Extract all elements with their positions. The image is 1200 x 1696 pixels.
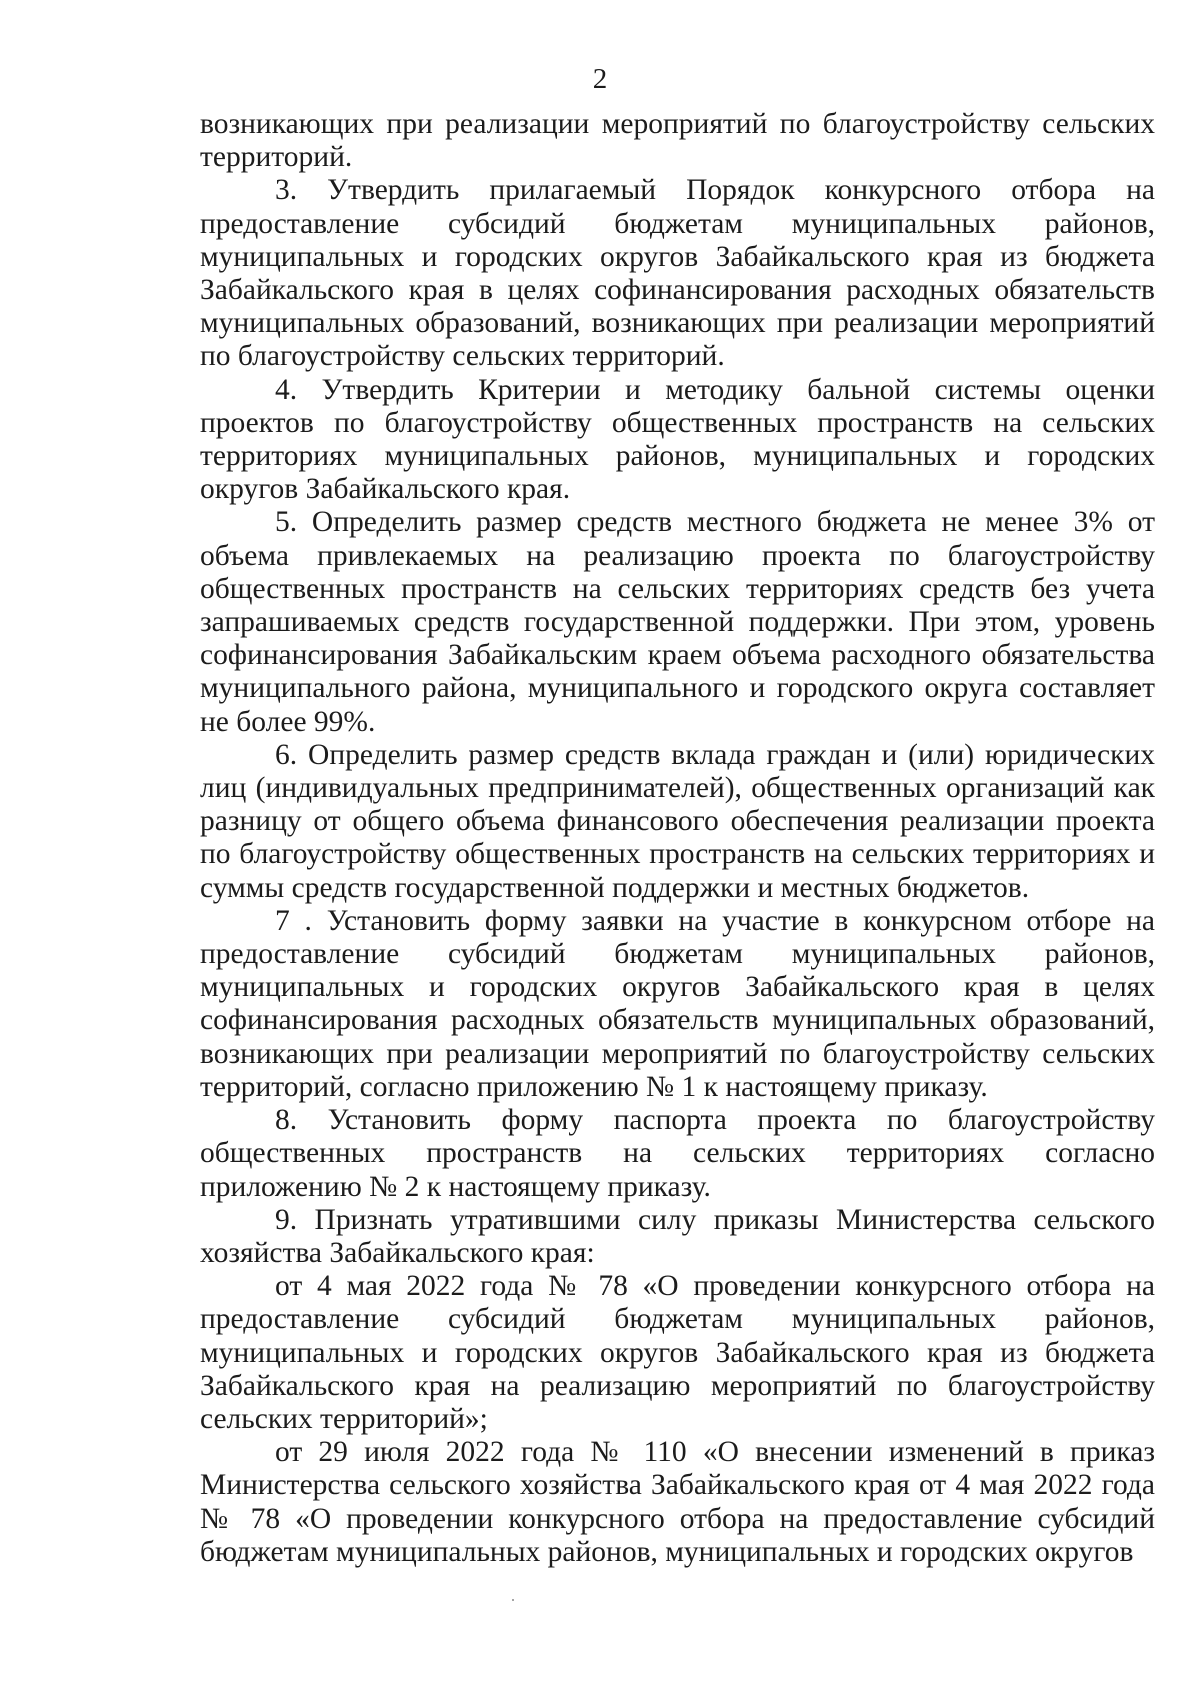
paragraph-item-4: 4. Утвердить Критерии и методику бальной системы оценки проектов по благоустройству общественных пространств на сельских территориях муниципальных районов, муниципальных и городских округов Забайкальского края. — [200, 373, 1155, 506]
page-number: 2 — [592, 63, 608, 95]
paragraph-item-6: 6. Определить размер средств вклада граждан и (или) юридических лиц (индивидуальных предпринимателей), общественных организаций как разницу от общего объема финансового обеспечения реализации проекта по благоустройству общественных пространств на сельских территориях и суммы средств государственной поддержки и местных бюджетов. — [200, 738, 1155, 904]
paragraph-continuation: возникающих при реализации мероприятий по благоустройству сельских территорий. — [200, 108, 1155, 174]
paragraph-item-9: 9. Признать утратившими силу приказы Министерства сельского хозяйства Забайкальского края: — [200, 1203, 1155, 1269]
paragraph-item-5: 5. Определить размер средств местного бюджета не менее 3% от объема привлекаемых на реализацию проекта по благоустройству общественных пространств на сельских территориях средств без учета запрашиваемых средств государственной поддержки. При этом, уровень софинансирования Забайкальским краем объема расходного обязательства муниципального района, муниципального и городского округа составляет не более 99%. — [200, 506, 1155, 738]
paragraph-item-3: 3. Утвердить прилагаемый Порядок конкурсного отбора на предоставление субсидий бюджетам муниципальных районов, муниципальных и городских округов Забайкальского края из бюджета Забайкальского края в целях софинансирования расходных обязательств муниципальных образований, возникающих при реализации мероприятий по благоустройству сельских территорий. — [200, 174, 1155, 373]
document-body — [200, 108, 1155, 1569]
scan-speck — [512, 1599, 514, 1601]
paragraph-repealed-order-78: от 4 мая 2022 года № 78 «О проведении конкурсного отбора на предоставление субсидий бюджетам муниципальных районов, муниципальных и городских округов Забайкальского края из бюджета Забайкальского края на реализацию мероприятий по благоустройству сельских территорий»; — [200, 1270, 1155, 1435]
paragraph-item-8: 8. Установить форму паспорта проекта по благоустройству общественных пространств на сельских территориях согласно приложению № 2 к настоящему приказу. — [200, 1104, 1155, 1203]
paragraph-item-7: 7 . Установить форму заявки на участие в конкурсном отборе на предоставление субсидий бюджетам муниципальных районов, муниципальных и городских округов Забайкальского края в целях софинансирования расходных обязательств муниципальных образований, возникающих при реализации мероприятий по благоустройству сельских территорий, согласно приложению № 1 к настоящему приказу. — [200, 904, 1155, 1103]
paragraph-repealed-order-110: от 29 июля 2022 года № 110 «О внесении изменений в приказ Министерства сельского хозяйства Забайкальского края от 4 мая 2022 года № 78 «О проведении конкурсного отбора на предоставление субсидий бюджетам муниципальных районов, муниципальных и городских округов — [200, 1436, 1155, 1568]
